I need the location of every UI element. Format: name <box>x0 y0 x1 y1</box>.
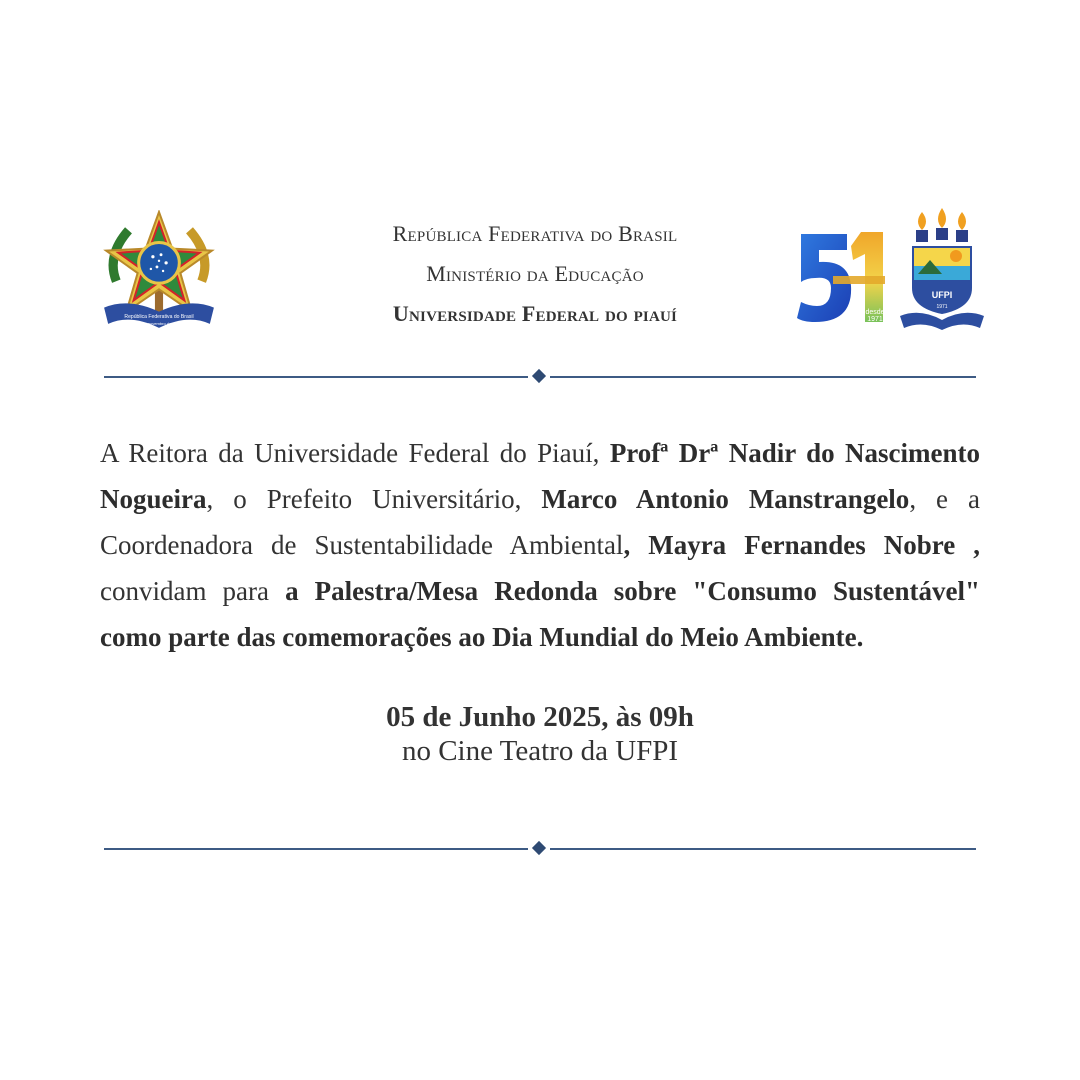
prefect-name: Marco Antonio Manstrangelo <box>541 484 910 514</box>
heading-ministry: Ministério da Educação <box>426 261 644 286</box>
invitation-text-2: , o Prefeito Universitário, <box>206 484 542 514</box>
heading-university: Universidade Federal do piauí <box>392 301 678 326</box>
heading-republic: República Federativa do Brasil <box>392 221 678 246</box>
divider-diamond-icon <box>532 369 546 383</box>
invitation-text-3: , e a Coordenadora de Sustentabilidade Ambiental <box>100 484 980 560</box>
top-divider <box>104 370 976 384</box>
coat-ribbon-text: República Federativa do Brasil <box>124 313 194 320</box>
brazil-coat-of-arms-icon <box>98 210 220 332</box>
bottom-divider <box>104 842 976 856</box>
ufpi-51-years-logo-icon <box>795 226 903 328</box>
rector-name: Profª Drª Nadir do Nascimento Nogueira <box>100 438 980 514</box>
event-venue: no Cine Teatro da UFPI <box>401 735 679 767</box>
divider-diamond-icon <box>532 841 546 855</box>
event-date: 05 de Junho 2025, às 09h <box>386 701 694 733</box>
event-topic: a Palestra/Mesa Redonda sobre "Consumo Sustentável" como parte das comemorações ao Dia Mundial do Meio Ambiente. <box>100 576 980 652</box>
invitation-text-4: convidam para <box>100 576 286 606</box>
logo-year-text: 1971 <box>867 316 883 323</box>
invitation-text-1: A Reitora da Universidade Federal do Piauí, <box>100 438 610 468</box>
coordinator-name: , Mayra Fernandes Nobre , <box>623 530 980 560</box>
emblem-label: UFPI <box>931 290 953 300</box>
invitation-paragraph <box>100 430 980 660</box>
institution-heading <box>300 214 770 334</box>
coat-date-text: 15 de novembro de 1889 <box>136 320 182 326</box>
ufpi-emblem-icon <box>900 208 984 332</box>
logo-since-text: desde <box>865 309 885 316</box>
emblem-year: 1971 <box>936 304 948 310</box>
event-details <box>100 700 980 768</box>
